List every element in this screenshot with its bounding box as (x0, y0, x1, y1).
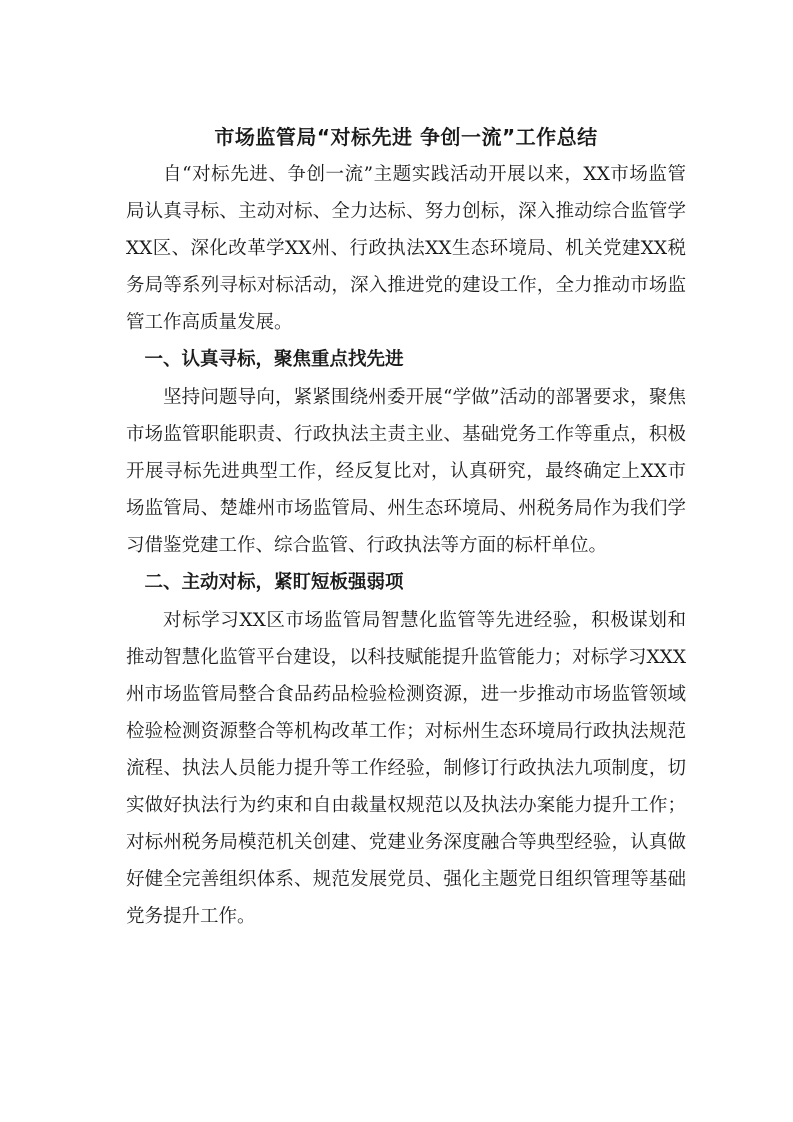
section-1-paragraph: 坚持问题导向，紧紧围绕州委开展“学做”活动的部署要求，聚焦市场监管职能职责、行政执法主责主业、基础党务工作等重点，积极开展寻标先进典型工作，经反复比对，认真研究，最终确定上XX市场监管局、楚雄州市场监管局、州生态环境局、州税务局作为我们学习借鉴党建工作、综合监管、行政执法等方面的标杆单位。 (126, 387, 686, 556)
document-title: 市场监管局“对标先进 争创一流”工作总结 (214, 125, 598, 149)
section-2-paragraph: 对标学习XX区市场监管局智慧化监管等先进经验，积极谋划和推动智慧化监管平台建设，以科技赋能提升监管能力；对标学习XXX州市场监管局整合食品药品检验检测资源，进一步推动市场监管领域检验检测资源整合等机构改革工作；对标州生态环境局行政执法规范流程、执法人员能力提升等工作经验，制修订行政执法九项制度，切实做好执法行为约束和自由裁量权规范以及执法办案能力提升工作；对标州税务局模范机关创建、党建业务深度融合等典型经验，认真做好健全完善组织体系、规范发展党员、强化主题党日组织管理等基础党务提升工作。 (126, 610, 686, 927)
intro-paragraph: 自“对标先进、争创一流”主题实践活动开展以来，XX市场监管局认真寻标、主动对标、全力达标、努力创标，深入推动综合监管学XX区、深化改革学XX州、行政执法XX生态环境局、机关党建XX税务局等系列寻标对标活动，深入推进党的建设工作，全力推动市场监管工作高质量发展。 (126, 164, 686, 333)
section-1-heading: 一、认真寻标，聚焦重点找先进 (144, 349, 404, 370)
document-body (126, 118, 686, 935)
section-2-heading: 二、主动对标，紧盯短板强弱项 (144, 572, 404, 593)
